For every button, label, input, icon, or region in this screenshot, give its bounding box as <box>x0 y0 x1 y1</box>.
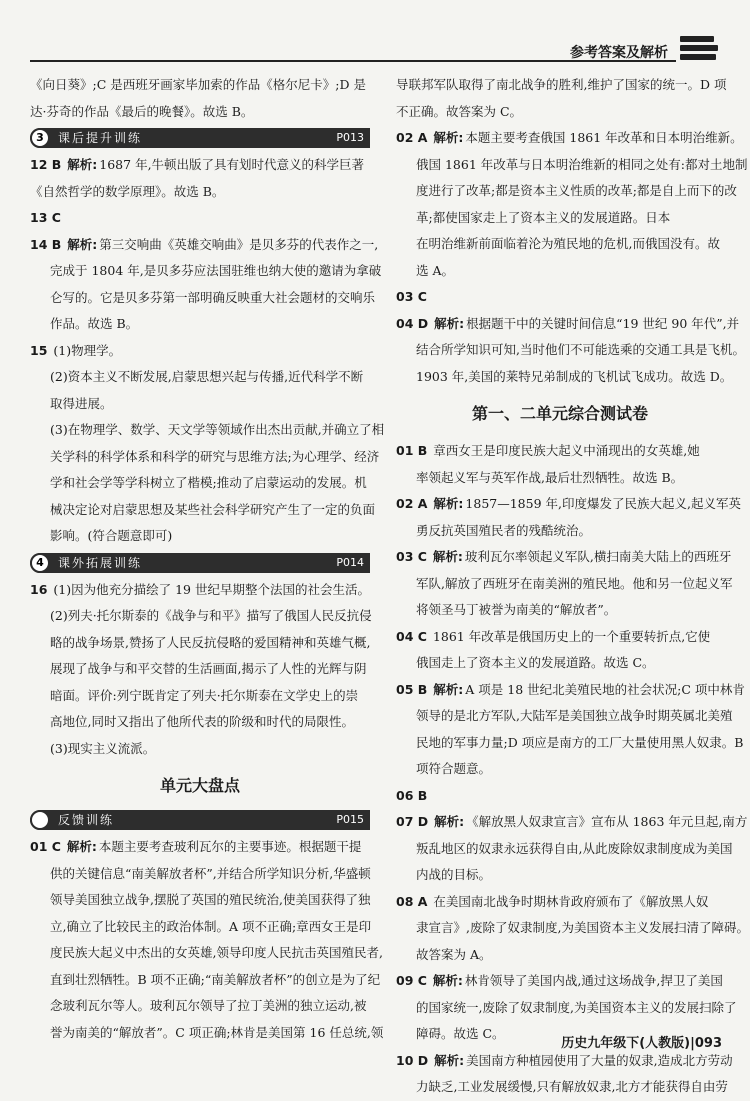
page-header <box>30 32 720 66</box>
text-line: 学和社会学等学科树立了楷模;推动了启蒙运动的发展。机 <box>50 475 367 490</box>
test-answer-05 <box>396 677 745 783</box>
answer-13 <box>30 205 370 232</box>
unit-review-heading: 单元大盘点 <box>159 776 240 795</box>
answer-01-feedback <box>30 834 384 1046</box>
answer-number: 05 B <box>396 681 428 697</box>
text-line: 立,确立了比较民主的政治体制。A 项不正确;章西女王是印 <box>50 918 372 934</box>
text-line: 取得进展。 <box>50 395 113 411</box>
text-line: 勇反抗英国殖民者的残酷统治。 <box>416 522 592 538</box>
answer-number: 06 B <box>396 787 428 803</box>
text-line: 障碍。故选 C。 <box>416 1026 505 1041</box>
answer-number: 15 <box>30 342 48 358</box>
page-footer: 历史九年级下(人教版)|093 <box>561 1036 722 1051</box>
text-line: 1903 年,美国的莱特兄弟制成的飞机试飞成功。故选 D。 <box>416 368 733 384</box>
book-stack-icon <box>678 34 720 64</box>
text-line: 隶宣言》,废除了奴隶制度,为美国资本主义发展扫清了障碍。 <box>416 920 749 935</box>
text-line: 率领起义军与英军作战,最后壮烈牺牲。故选 B。 <box>416 469 684 485</box>
answer-number: 04 D <box>396 315 429 331</box>
answer-number: 14 B <box>30 236 62 252</box>
section-badge-blank <box>30 810 50 830</box>
header-rule <box>30 60 676 62</box>
answer-number: 07 D <box>396 814 429 829</box>
text-line: (3)现实主义流派。 <box>50 740 156 756</box>
answer-number: 01 B <box>396 443 428 458</box>
text-line: 根据题干中的关键时间信息“19 世纪 90 年代”,并 <box>466 315 740 331</box>
answer-number: 04 C <box>396 628 427 644</box>
text-line: (2)列夫·托尔斯泰的《战争与和平》描写了俄国人民反抗侵 <box>50 608 372 623</box>
text-line: (3)在物理学、数学、天文学等领域作出杰出贡献,并确立了相 <box>50 422 385 437</box>
answer-number: 03 C <box>396 289 427 304</box>
text-line: 力缺乏,工业发展缓慢,只有解放奴隶,北方才能获得自由劳 <box>416 1079 728 1094</box>
section-title: 课后提升训练 <box>58 131 143 145</box>
text-line: 展现了战争与和平交替的生活画面,揭示了人性的光辉与阴 <box>50 661 367 676</box>
answer-number: 13 C <box>30 210 61 225</box>
text-line: 1857—1859 年,印度爆发了民族大起义,起义军英 <box>465 496 741 511</box>
section-number-badge: 3 <box>30 128 50 148</box>
analysis-label: 解析: <box>434 814 465 829</box>
text-line: 不正确。故答案为 C。 <box>396 103 523 119</box>
text-line: 本题主要考查俄国 1861 年改革和日本明治维新。 <box>465 130 743 145</box>
analysis-label: 解析: <box>433 681 464 697</box>
section-title: 课外拓展训练 <box>58 555 143 570</box>
test-answer-01 <box>396 438 724 491</box>
test-paper-heading: 第一、二单元综合测试卷 <box>471 404 648 423</box>
text-line: 美国南方种植园使用了大量的奴隶,造成北方劳动 <box>466 1052 733 1068</box>
text-line: 故答案为 A。 <box>416 946 492 962</box>
analysis-label: 解析: <box>432 973 463 988</box>
answer-number: 02 A <box>396 130 428 145</box>
answer-14 <box>30 232 382 338</box>
right-column <box>396 72 749 1101</box>
test-answer-08 <box>396 889 749 969</box>
text-line: 《自然哲学的数学原理》。故选 B。 <box>30 183 225 199</box>
text-line: 暗面。评价:列宁既肯定了列夫·托尔斯泰在文学史上的崇 <box>50 687 359 703</box>
test-answer-07 <box>396 809 748 889</box>
answer-number: 09 C <box>396 973 427 988</box>
text-line: A 项是 18 世纪北美殖民地的社会状况;C 项中林肯 <box>465 681 745 697</box>
analysis-label: 解析: <box>432 549 463 564</box>
continuation-text <box>396 72 727 125</box>
text-line: 的国家统一,废除了奴隶制度,为美国资本主义的发展扫除了 <box>416 999 737 1015</box>
answer-number: 02 A <box>396 496 428 511</box>
left-column <box>30 72 385 1046</box>
text-line: 关学科的科学体系和科学的研究与思维方法;为心理学、经济 <box>50 448 380 464</box>
header-title: 参考答案及解析 <box>570 45 668 61</box>
test-answer-02 <box>396 491 741 544</box>
section-bar-extension <box>30 553 370 573</box>
text-line: 军队,解放了西班牙在南美洲的殖民地。他和另一位起义军 <box>416 575 733 591</box>
section-bar-feedback <box>30 810 370 830</box>
text-line: 誉为南美的“解放者”。C 项正确;林肯是美国第 16 任总统,领 <box>50 1024 384 1040</box>
answer-02 <box>396 125 748 284</box>
text-line: 民地的军事力量;D 项应是南方的工厂大量使用黑人奴隶。B <box>416 734 744 750</box>
section-page-code: P015 <box>336 813 364 826</box>
analysis-label: 解析: <box>67 157 98 172</box>
text-line: 1687 年,牛顿出版了具有划时代意义的科学巨著 <box>99 157 365 172</box>
text-line: 高地位,同时又指出了他所代表的阶级和时代的局限性。 <box>50 714 354 729</box>
text-line: 林肯领导了美国内战,通过这场战争,捍卫了美国 <box>464 973 723 988</box>
text-line: 直到壮烈牺牲。B 项不正确;“南美解放者杯”的创立是为了纪 <box>50 971 381 987</box>
text-line: 革;都使国家走上了资本主义的发展道路。日本 <box>416 209 671 225</box>
analysis-label: 解析: <box>433 130 464 145</box>
test-answer-10 <box>396 1048 733 1101</box>
answer-number: 12 B <box>30 157 62 172</box>
text-line: 叛乱地区的奴隶永远获得自由,从此废除奴隶制度成为美国 <box>416 840 733 856</box>
section-page-code: P013 <box>336 131 364 144</box>
answer-03 <box>396 284 724 311</box>
analysis-label: 解析: <box>434 315 465 331</box>
section-title: 反馈训练 <box>58 813 115 827</box>
analysis-label: 解析: <box>67 236 98 252</box>
text-line: 结合所学知识可知,当时他们不可能选乘的交通工具是飞机。 <box>416 342 745 357</box>
text-line: 达·芬奇的作品《最后的晚餐》。故选 B。 <box>30 103 254 119</box>
text-line: 《解放黑人奴隶宣言》宣布从 1863 年元旦起,南方 <box>466 814 748 829</box>
section-bar-after-class <box>30 128 370 148</box>
text-line: 在美国南北战争时期林肯政府颁布了《解放黑人奴 <box>433 893 709 909</box>
text-line: 领导的是北方军队,大陆军是美国独立战争时期英属北美殖 <box>416 708 733 723</box>
answer-16 <box>30 577 370 763</box>
answer-15 <box>30 338 385 550</box>
analysis-label: 解析: <box>66 839 97 854</box>
text-line: (2)资本主义不断发展,启蒙思想兴起与传播,近代科学不断 <box>50 369 364 384</box>
answer-number: 08 A <box>396 893 428 909</box>
text-line: 仑写的。它是贝多芬第一部明确反映重大社会题材的交响乐 <box>50 289 376 305</box>
text-line: 导联邦军队取得了南北战争的胜利,维护了国家的统一。D 项 <box>396 77 727 92</box>
text-line: 玻利瓦尔率领起义军队,横扫南美大陆上的西班牙 <box>464 549 732 564</box>
test-answer-06 <box>396 783 724 810</box>
test-answer-03 <box>396 544 733 624</box>
test-answer-04 <box>396 624 724 677</box>
section-page-code: P014 <box>336 555 364 569</box>
text-line: 影响。(符合题意即可) <box>50 528 173 543</box>
text-line: 本题主要考查玻利瓦尔的主要事迹。根据题干提 <box>98 839 362 854</box>
text-line: 将领圣马丁被誉为南美的“解放者”。 <box>416 602 617 617</box>
text-line: 念玻利瓦尔等人。玻利瓦尔领导了拉丁美洲的独立运动,被 <box>50 998 367 1013</box>
analysis-label: 解析: <box>434 1052 465 1068</box>
answer-number: 01 C <box>30 839 61 854</box>
text-line: 俄国 1861 年改革与日本明治维新的相同之处有:都对土地制 <box>416 156 748 172</box>
text-line: 《向日葵》;C 是西班牙画家毕加索的作品《格尔尼卡》;D 是 <box>30 77 366 92</box>
text-line: 项符合题意。 <box>416 761 492 776</box>
text-line: 1861 年改革是俄国历史上的一个重要转折点,它使 <box>432 628 711 644</box>
text-line: 领导美国独立战争,摆脱了英国的殖民统治,使美国获得了独 <box>50 892 371 907</box>
text-line: 作品。故选 B。 <box>50 316 139 331</box>
answer-number: 10 D <box>396 1052 429 1068</box>
text-line: 选 A。 <box>416 262 455 278</box>
answer-12 <box>30 152 370 205</box>
text-line: 略的战争场景,赞扬了人民反抗侵略的爱国精神和英雄气概, <box>50 634 371 650</box>
answer-04 <box>396 311 745 391</box>
text-line: 第三交响曲《英雄交响曲》是贝多芬的代表作之一, <box>99 236 379 252</box>
text-line: 内战的目标。 <box>416 867 492 882</box>
answer-number: 03 C <box>396 549 427 564</box>
analysis-label: 解析: <box>433 496 464 511</box>
text-line: 度民族大起义中杰出的女英雄,领导印度人民抗击英国殖民者, <box>50 945 383 960</box>
text-line: 在明治维新前面临着沦为殖民地的危机,而俄国没有。故 <box>416 236 720 251</box>
text-line: 供的关键信息“南美解放者杯”,并结合所学知识分析,华盛顿 <box>50 865 371 881</box>
answer-number: 16 <box>30 581 48 597</box>
text-line: 俄国走上了资本主义的发展道路。故选 C。 <box>416 655 655 670</box>
text-line: (1)物理学。 <box>53 342 122 358</box>
continuation-text <box>30 72 370 125</box>
text-line: 完成于 1804 年,是贝多芬应法国驻维也纳大使的邀请为拿破 <box>50 263 382 278</box>
text-line: 度进行了改革;都是资本主义性质的改革;都是自上而下的改 <box>416 183 737 198</box>
text-line: 章西女王是印度民族大起义中涌现出的女英雄,她 <box>433 443 700 458</box>
text-line: 械决定论对启蒙思想及某些社会科学研究产生了一定的负面 <box>50 501 376 517</box>
section-number-badge: 4 <box>30 553 50 573</box>
text-line: (1)因为他充分描绘了 19 世纪早期整个法国的社会生活。 <box>53 581 370 597</box>
